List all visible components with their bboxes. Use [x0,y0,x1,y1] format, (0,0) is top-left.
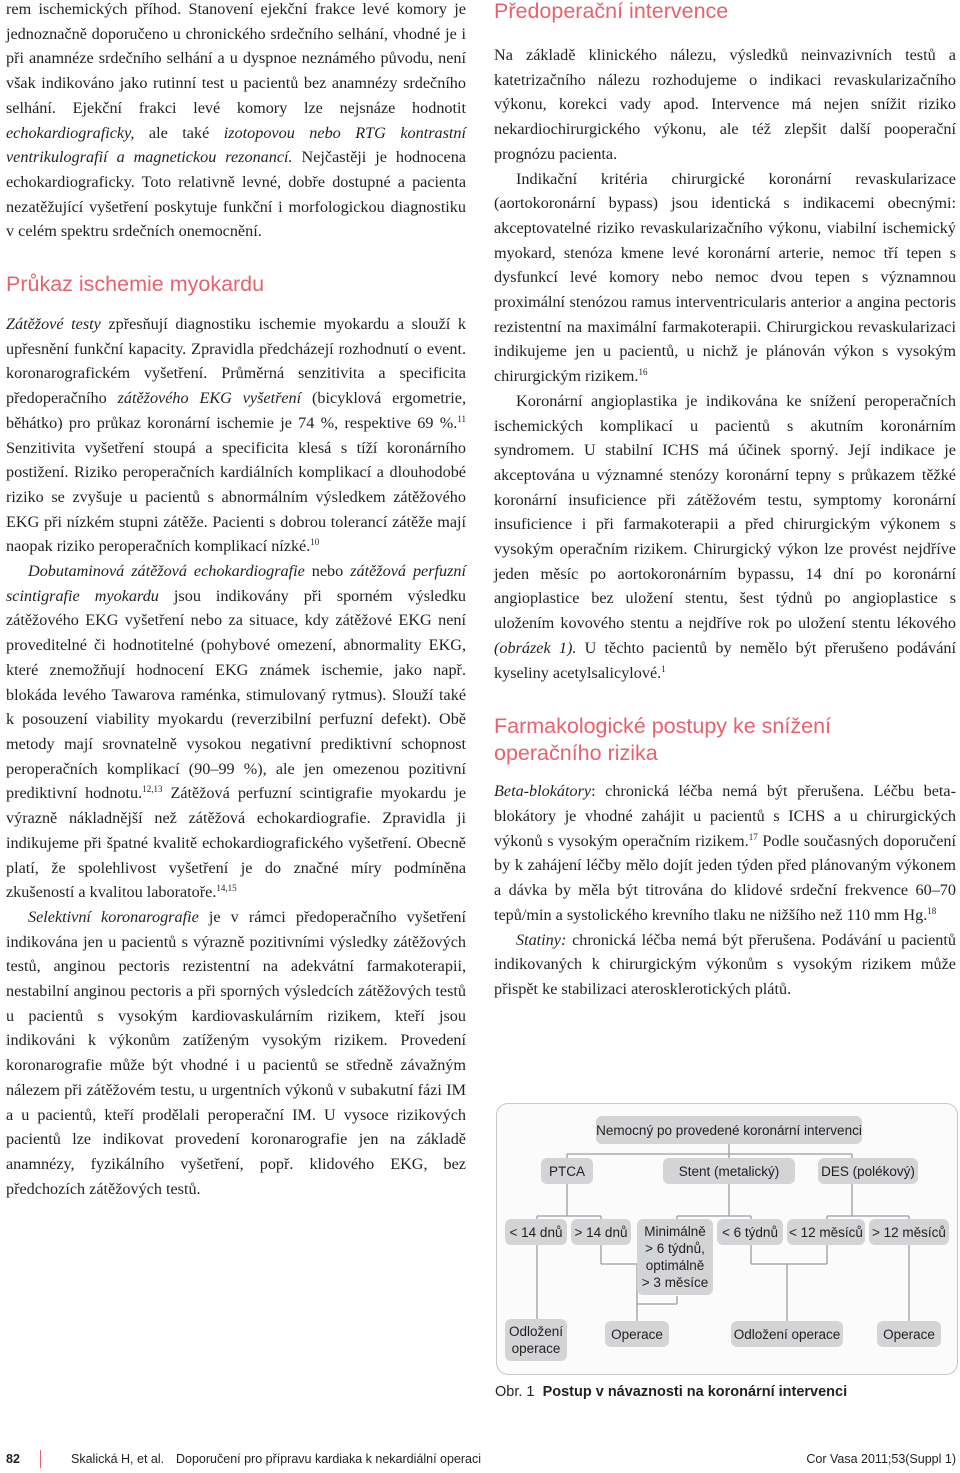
citation-ref: 11 [457,413,466,424]
page-footer [0,1448,960,1473]
paragraph [494,779,956,927]
citation-ref: 10 [310,537,320,548]
box-stent: Stent (metalický) [663,1158,795,1184]
box-top: Nemocný po provedené koronární intervenci [596,1116,862,1144]
italic-run: Statiny: [516,930,567,949]
paragraph [6,905,466,1201]
italic-run: zátěžového EKG vyšetření [117,389,302,408]
text-run: Na základě klinického nálezu, výsledků neinvazivních testů a katetrizačního nálezu rozhodujeme o indikaci revaskularizačního výkonu, korekci vady apod. Intervence má nejen snížit riziko nekardiochirurgického výkonu, ale též zlepšit další pooperační prognózu pacienta. [494,46,956,163]
paragraph [494,167,956,389]
box-des: DES (polékový) [818,1158,918,1184]
caption-text: Postup v návaznosti na koronární intervenci [542,1384,848,1400]
citation-ref: 12,13 [142,784,163,795]
text-run: ale také [134,123,224,142]
italic-run: (obrázek 1). [494,638,577,657]
box-lt6: < 6 týdnů [717,1219,783,1245]
italic-run: Beta-blokátory [494,782,592,801]
text-run: U těchto pacientů by nemělo být přerušeno podávání kyseliny acetylsalicylové. [494,638,956,682]
box-odlozena: Odložení operace [731,1321,843,1347]
italic-run: echokardiograficky, [6,123,135,142]
text-run: chronická léčba nemá být přerušena. Podávání u pacientů indikovaných k chirurgickým výkonům s vysokým rizikem může přispět ke stabilizaci aterosklerotických plátů. [494,930,956,998]
caption-label: Obr. 1 [495,1384,535,1400]
text-run: je v rámci předoperačního vyšetření indikována jen u pacientů s výrazně pozitivními výsledky zátěžových testů, anginou pectoris rezistentní na adekvátní farmakoterapii, nestabilní anginou pectoris a při sporných výsledcích zátěžových testů u pacientů s vysokým kardiovaskulárním rizikem, kteří jsou indikováni k výkonům zatíženým vysokým rizikem. Provedení koronarografie může být vhodné i u pacientů se středně závažným nálezem při zátěžovém testu, u urgentních výkonů v subakutní fázi IM a u pacientů, kteří prodělali peroperační IM. U vysoce rizikových pacientů lze indikovat provedení koronarografie jen na základě anamnézy, fyzikálního vyšetření, popř. klidového EKG, bez předchozích zátěžových testů. [6,907,466,1198]
italic-run: zátěžová perfuzní scintigrafie myokardu [6,562,466,605]
text-run: rem ischemických příhod. Stanovení ejekční frakce levé komory je jednoznačně doporučeno u chronického srdečního selhání, vhodné je i při anamnéze srdečního selhání a u dyspnoe neznámého původu, není však indikováno jako rutinní test u pacientů bez anamnézy srdečního selhání. Ejekční frakci levé komory lze nejsnáze hodnotit [6,0,466,117]
box-gt14: > 14 dnů [571,1219,631,1245]
footer-journal: Cor Vasa 2011;53(Suppl 1) [806,1452,956,1466]
italic-run: Selektivní koronarografie [28,907,199,926]
citation-ref: 14,15 [216,883,237,894]
box-gt12: > 12 měsíců [869,1219,949,1245]
footer-authors: Skalická H, et al. [71,1452,165,1466]
section-heading: Farmakologické postupy ke snížení operačního rizika [494,714,831,766]
text-run: Podle současných doporučení by k zahájení léčby mělo dojít jeden týden před plánovaným výkonem a dávka by měla být titrována do klidové srdeční frekvence 60–70 tepů/min a systolického krevního tlaku ne nižšího než 110 mm Hg. [494,831,956,924]
box-odlozeni: Odložení operace [505,1319,567,1361]
text-run: Indikační kritéria chirurgické koronární revaskularizace (aortokoronární bypass) jsou identická s indikacemi obecnými: akceptovatelné riziko revaskularizačního výkonu, viabilní ischemický myokard, stenóza kmene levé koronární arterie, nemoc tří tepen s dysfunkcí levé komory nebo nemoc dvou tepen s významnou proximální stenózou ramus interventricularis anterior a angina pectoris rezistentní na maximální farmakoterapii. Chirurgickou revaskularizaci indikujeme jen u pacientů, u nichž je plánován výkon s vysokým chirurgickým rizikem. [494,169,956,386]
paragraph [6,0,466,244]
text-run: nebo [304,562,351,581]
paragraph [494,43,956,167]
box-operace-1: Operace [605,1321,669,1347]
page-number: 82 [6,1452,20,1466]
footer-title: Doporučení pro přípravu kardiaka k nekardiální operaci [176,1452,482,1466]
text-run: zpřesňují diagnostiku ischemie myokardu a slouží k upřesnění funkční kapacity. Zpravidla předcházejí rozhodnutí o event. koronarografickém vyšetření. Průměrná senzitivita a specificita předoperačního [6,315,466,408]
box-lt14: < 14 dnů [505,1219,567,1245]
paragraph [6,559,466,905]
section-heading: Předoperační intervence [494,0,729,23]
citation-ref: 1 [661,663,666,674]
italic-run: Dobutaminová zátěžová echokardiografie [28,562,305,581]
section-heading: Průkaz ischemie myokardu [6,272,265,297]
right-column [494,0,956,1002]
paragraph [6,312,466,559]
box-operace-2: Operace [877,1321,941,1347]
text-run: : chronická léčba nemá být přerušena. Léčbu beta-blokátory je vhodné zahájit u pacientů s ICHS a u chirurgických výkonů s vysokým operačním rizikem. [494,782,956,850]
footer-divider [40,1450,41,1468]
flow-diagram [496,1103,958,1375]
italic-run: izotopovou nebo RTG kontrastní ventrikulografií a magnetickou rezonancí. [6,123,466,167]
citation-ref: 16 [638,367,648,378]
box-ptca: PTCA [541,1158,593,1184]
figure-caption [495,1384,957,1400]
text-run: (bicyklová ergometrie, běhátko) pro průkaz koronární ischemie je 74 %, respektive 69 %. [6,389,466,432]
box-minimal: Minimálně > 6 týdnů, optimálně > 3 měsíce [637,1219,713,1295]
text-run: Koronární angioplastika je indikována ke snížení peroperačních ischemických komplikací u pacientů s akutním koronárním syndromem. U stabilní ICHS má účinek sporný. Její indikace je akceptována u významné stenózy koronární tepny s průkazem těžké koronární insuficience při zátěžovém testu, symptomy koronární insuficience i při farmakoterapii a před chirurgickým výkonem s vysokým operačním rizikem. Chirurgický výkon lze provést nejdříve jeden měsíc po aortokoronárním bypassu, 14 dní po koronární angioplastice bez uložení stentu, šest týdnů po angioplastice s uložením kovového stentu a nejdříve rok po uložení stentu lékového [494,391,956,633]
left-column [6,0,466,1201]
paragraph [494,389,956,685]
box-lt12: < 12 měsíců [787,1219,865,1245]
paragraph [494,928,956,1002]
text-run: Nejčastěji je hodnocena echokardiograficky. Toto relativně levné, dobře dostupné a pacienta nezatěžující vyšetření poskytuje funkční i morfologickou diagnostiku v celém spektru srdečních onemocnění. [6,148,466,241]
citation-ref: 17 [748,831,758,842]
text-run: Zátěžová perfuzní scintigrafie myokardu je výrazně nákladnější než zátěžová echokardiografie. Zpravidla ji indikujeme při špatné kvalitě echokardiografického vyšetření. Obecně platí, že spolehlivost vyšetření je do značné míry podmíněna zkušeností a kvalitou laboratoře. [6,784,467,902]
text-run: jsou indikovány při sporném výsledku zátěžového EKG vyšetření nebo za situace, kdy zátěžové EKG není proveditelné či hodnotitelné (pohybové omezení, abnormality EKG, které znemožňují hodnocení EKG známek ischemie, jako např. blokáda levého Tawarova raménka, stimulovaný rytmus). Slouží také k posouzení viability myokardu (reverzibilní perfuzní defekt). Obě metody mají srovnatelně vysokou negativní prediktivní schopnost peroperačních komplikací (90–99 %), ale jen omezenou pozitivní prediktivní hodnotu. [6,586,467,803]
italic-run: Zátěžové testy [6,315,101,334]
text-run: Senzitivita vyšetření stoupá a specificita klesá s tíží koronárního postižení. Riziko peroperačních kardiálních komplikací a dlouhodobé riziko se zvyšuje u pacientů s abnormálním výsledkem zátěžového EKG při nízkém stupni zátěže. Pacienti s dobrou tolerancí zátěže mají naopak riziko peroperačních komplikací nízké. [6,438,466,556]
citation-ref: 18 [927,905,937,916]
